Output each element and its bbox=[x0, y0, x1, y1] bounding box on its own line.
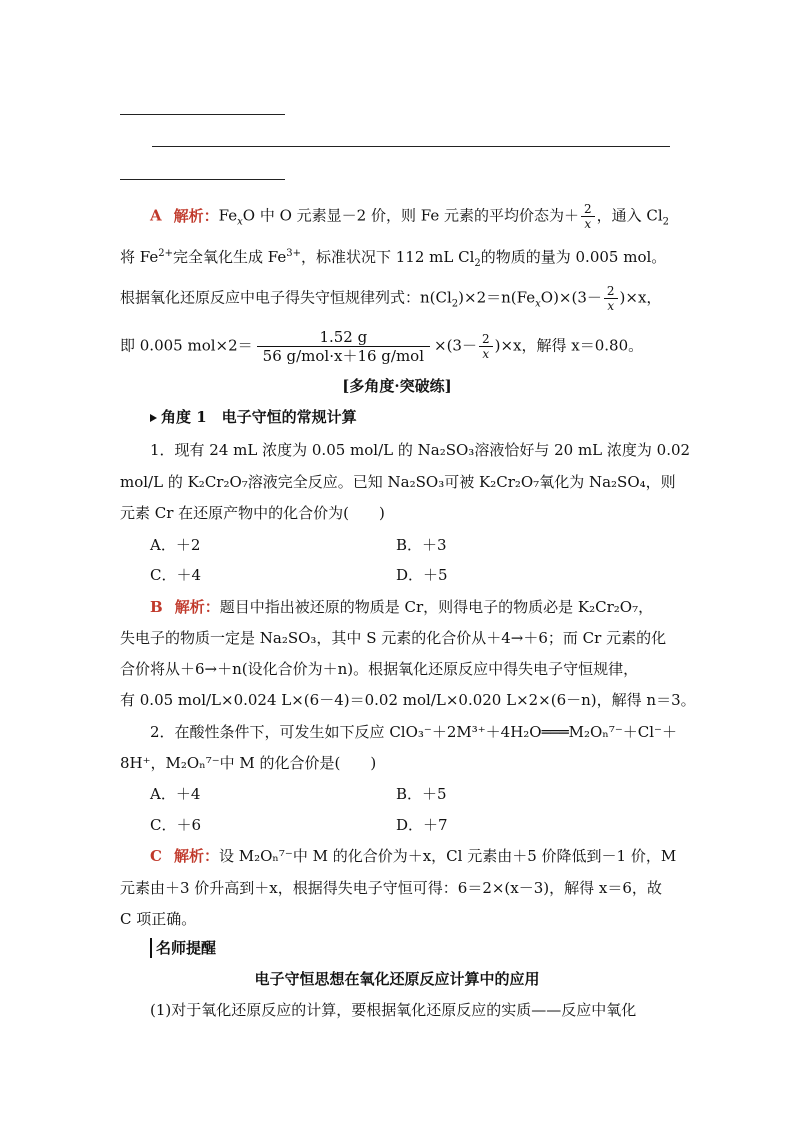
q1-analysis-line1 bbox=[150, 597, 653, 617]
text: ，标准状况下 112 mL Cl bbox=[300, 248, 475, 266]
text: 的物质的量为 0.005 mol。 bbox=[480, 248, 667, 266]
blank-line-1 bbox=[120, 114, 285, 115]
blank-line-3 bbox=[120, 179, 285, 180]
section-title: [多角度·突破练] bbox=[342, 377, 452, 395]
answer-a: A bbox=[150, 206, 162, 225]
text: 即 0.005 mol×2＝ bbox=[120, 336, 253, 355]
text: 2 bbox=[662, 216, 670, 228]
analysis-a-line1 bbox=[150, 202, 669, 233]
q2-option-a: A．＋4 bbox=[150, 785, 201, 803]
q1-line1: 1．现有 24 mL 浓度为 0.05 mol/L 的 Na₂SO₃溶液恰好与 20 mL 浓度为 0.02 bbox=[150, 441, 691, 459]
frac-num: 2 bbox=[479, 332, 493, 347]
text: )×2＝n(Fe bbox=[458, 288, 536, 307]
text: x bbox=[535, 298, 541, 310]
q1-analysis-line4: 有 0.05 mol/L×0.024 L×(6－4)＝0.02 mol/L×0.020 L×2×(6－n)，解得 n＝3。 bbox=[120, 691, 696, 709]
q1-option-a: A．＋2 bbox=[150, 536, 201, 554]
q2-line1: 2．在酸性条件下，可发生如下反应 ClO₃⁻＋2M³⁺＋4H₂O═══M₂Oₙ⁷⁻＋Cl⁻＋ bbox=[150, 723, 677, 741]
q2-option-c: C．＋6 bbox=[150, 816, 202, 834]
frac-den: x bbox=[607, 299, 615, 313]
q1-option-d: D．＋5 bbox=[396, 566, 448, 584]
text: 2+ bbox=[158, 248, 173, 259]
text: 将 Fe bbox=[120, 248, 159, 266]
frac-num: 2 bbox=[581, 202, 595, 217]
angle-heading bbox=[150, 407, 357, 427]
text: ×(3－ bbox=[434, 336, 477, 355]
q2-option-d: D．＋7 bbox=[396, 816, 448, 834]
text: 3+ bbox=[286, 248, 301, 259]
q2-line2: 8H⁺，M₂Oₙ⁷⁻中 M 的化合价是( ) bbox=[120, 754, 377, 772]
tip-title: 电子守恒思想在氧化还原反应计算中的应用 bbox=[254, 970, 540, 988]
text: )×x，解得 x＝0.80。 bbox=[494, 336, 644, 355]
q2-analysis-line1 bbox=[150, 846, 676, 866]
analysis-label: 解析： bbox=[173, 847, 219, 865]
q2-analysis-line3: C 项正确。 bbox=[120, 910, 197, 928]
frac-num: 1.52 g bbox=[257, 328, 430, 347]
q1-line2: mol/L 的 K₂Cr₂O₇溶液完全反应。已知 Na₂SO₃可被 K₂Cr₂O₇氧化为 Na₂SO₄，则 bbox=[120, 473, 676, 491]
analysis-label: 解析： bbox=[174, 598, 220, 616]
big-fraction bbox=[257, 328, 430, 365]
q1-option-b: B．＋3 bbox=[396, 536, 447, 554]
triangle-icon bbox=[150, 414, 157, 422]
q1-analysis-line3: 合价将从＋6→＋n(设化合价为＋n)。根据氧化还原反应中得失电子守恒规律， bbox=[120, 660, 639, 678]
text: ，通入 Cl bbox=[596, 206, 663, 225]
text: 题目中指出被还原的物质是 Cr，则得电子的物质必是 K₂Cr₂O₇， bbox=[219, 598, 654, 616]
text: O)×(3－ bbox=[540, 288, 602, 307]
text: 完全氧化生成 Fe bbox=[172, 248, 287, 266]
frac-den: 56 g/mol·x＋16 g/mol bbox=[262, 347, 425, 365]
q2-analysis-line2: 元素由＋3 价升高到＋x，根据得失电子守恒可得：6＝2×(x－3)，解得 x＝6，故 bbox=[120, 879, 662, 897]
text: Fe bbox=[218, 206, 238, 225]
text: O 中 O 元素显－2 价，则 Fe 元素的平均价态为＋ bbox=[242, 206, 579, 225]
answer-b: B bbox=[150, 598, 163, 616]
analysis-a-line2 bbox=[120, 244, 666, 274]
text: x bbox=[237, 216, 243, 228]
fraction bbox=[581, 202, 595, 231]
fraction bbox=[604, 284, 618, 313]
angle-title: 角度 1 电子守恒的常规计算 bbox=[161, 408, 357, 426]
q1-line3: 元素 Cr 在还原产物中的化合价为( ) bbox=[120, 504, 385, 522]
analysis-a-line4 bbox=[120, 328, 643, 365]
text: )×x， bbox=[619, 288, 662, 307]
analysis-a-line3 bbox=[120, 284, 661, 315]
q1-option-c: C．＋4 bbox=[150, 566, 202, 584]
analysis-label: 解析： bbox=[173, 206, 219, 225]
frac-den: x bbox=[482, 347, 490, 361]
q1-analysis-line2: 失电子的物质一定是 Na₂SO₃，其中 S 元素的化合价从＋4→＋6；而 Cr 元素的化 bbox=[120, 629, 667, 647]
fraction bbox=[479, 332, 493, 361]
tip-paragraph-1: (1)对于氧化还原反应的计算，要根据氧化还原反应的实质——反应中氧化 bbox=[150, 1001, 637, 1019]
tip-label: 名师提醒 bbox=[150, 938, 216, 958]
text: 2 bbox=[451, 298, 459, 310]
text: 设 M₂Oₙ⁷⁻中 M 的化合价为＋x，Cl 元素由＋5 价降低到－1 价，M bbox=[218, 847, 677, 865]
frac-num: 2 bbox=[604, 284, 618, 299]
answer-c: C bbox=[150, 847, 162, 865]
blank-line-2 bbox=[152, 146, 670, 147]
frac-den: x bbox=[584, 217, 592, 231]
q2-option-b: B．＋5 bbox=[396, 785, 447, 803]
text: 根据氧化还原反应中电子得失守恒规律列式：n(Cl bbox=[120, 288, 452, 307]
text: 2 bbox=[474, 258, 481, 269]
